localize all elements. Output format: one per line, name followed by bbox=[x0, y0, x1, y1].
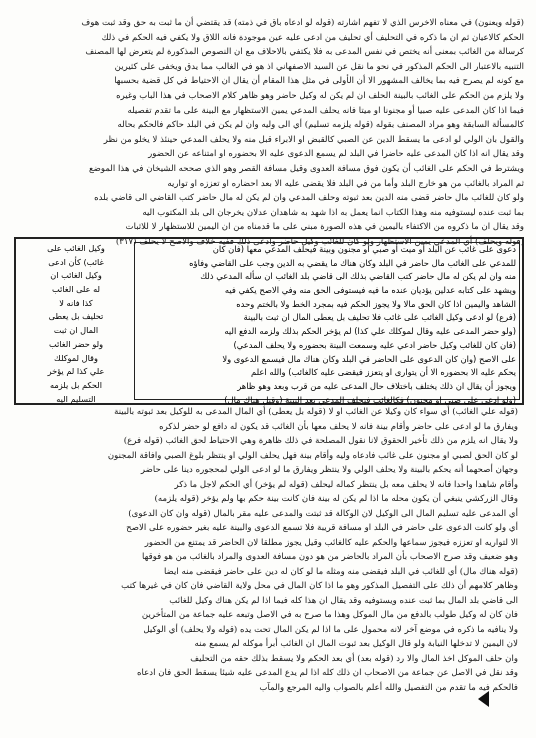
framed-main-line: دعوى على غائب عن البلد أو ميت أو صبي أو مجنون وبينة فيحلف المدعي معها (فان كان bbox=[212, 244, 516, 254]
top-commentary-line: فيما اذا كان المدعى عليه صبيا أو مجنونا او ميتا فانه يحلف المدعي يمين الاستظهار مع البينة على ما تقدم تفصيله bbox=[127, 105, 524, 116]
top-commentary-line: ثم المراد بالغائب من هو خارج البلد وأما من في البلد فلا يقضى عليه الا بعد احضاره او تعززه او تواريه bbox=[167, 178, 524, 189]
bottom-commentary-line: وان حلف الموكل اخذ المال والا رد (قوله بعد) أي بعد الحكم ولا يسقط بذلك حقه من التحليف bbox=[190, 653, 518, 664]
framed-main-line: الشاهد واليمين اذا كان الحق مالا ولا يجوز الحكم فيه بمجرد الخط ولا بالختم وحده bbox=[236, 298, 516, 309]
bottom-commentary-line: ولا ينافيه ما ذكره في موضع آخر لانه محمول على ما اذا لم يكن المال تحت يده (قوله ولا يحلف) أي الوكيل bbox=[143, 624, 518, 635]
framed-main-text bbox=[134, 242, 520, 405]
main-text-frame bbox=[14, 237, 524, 405]
framed-main-line: ويجوز أن يقال ان ذلك يختلف باختلاف حال المدعى عليه من قرب وبعد وهو ظاهر bbox=[237, 380, 516, 391]
framed-main-line: منه وان لم يكن له مال حاضر كتب القاضي بذلك الى قاضي بلد الغائب ان سأله المدعي ذلك bbox=[200, 271, 516, 282]
bottom-commentary-line: ويفارق ما لو ادعى على حاضر وأقام بينة فانه لا يحلف معها بأن الغائب قد يكون له دافع لو حضر لذكره bbox=[159, 421, 518, 432]
top-commentary-line: بما ثبت عنده ليستوفيه منه وهذا الكتاب انما يعمل به اذا شهد به شاهدان عدلان يخرجان الى بلد المكتوب اليه bbox=[142, 207, 524, 218]
bottom-commentary-line: لان اليمين لا تدخلها النيابة ولو قال الوكيل بعد ثبوت المال ان الغائب أبرأ موكله لم يسمع منه bbox=[194, 639, 518, 649]
framed-side-line: وكيل الغائب ان bbox=[50, 270, 102, 281]
top-commentary-line: ولا يلزم من الحكم على الغائب بالبينة الحلف ان لم يكن له وكيل حاضر وهو ظاهر كلام الاصحاب في هذا الباب وغيره bbox=[116, 90, 524, 101]
top-commentary-line: التنبيه بالاعتبار الى الحكم المذكور في نحو ما نقل عن السيد الاصفهاني اذ هو في الغالب مما يدق ويخفى على كثيرين bbox=[114, 61, 524, 72]
framed-main-line: (فان كان للغائب وكيل حاضر ادعي عليه وسمعت البينة بحضوره ولا يحلف المدعي) bbox=[233, 339, 516, 350]
framed-main-line: على الاصح (وان كان الدعوى على الحاضر في البلد وكان هناك مال فيسمع الدعوى ولا bbox=[222, 353, 516, 364]
bottom-commentary-block bbox=[26, 405, 518, 695]
framed-side-line: الحكم بل يلزمه bbox=[50, 379, 102, 390]
framed-main-line: (ولو ادعى على صبي او مجنون) فكالغائب فيحلف المدعي بعد البينة (وقيل هناك مال) bbox=[224, 394, 516, 405]
framed-side-line: وكيل الغائب على bbox=[47, 243, 105, 253]
framed-main-line: يحكم عليه الا بحضوره الا أن يتوارى او يتعزز فيقضى عليه كالغائب) والله اعلم bbox=[251, 367, 516, 378]
top-commentary-line: الحكم كالاعيان ثم ان ما ذكره في التحليف أي تحليف من ادعى عليه عين موجودة فانه اللاق ولا يكفي فيه الحكم في ذلك bbox=[101, 32, 524, 43]
bottom-commentary-line: أي ولو كانت الدعوى على حاضر في البلد او مسافة قريبة فلا تسمع الدعوى والبينة عليه بغير حضوره على الاصح bbox=[126, 523, 518, 533]
bottom-commentary-line: (قوله هناك مال) أي للغائب في البلد فيقضى منه ومثله ما لو كان له دين على حاضر فيقضى منه ايضا bbox=[163, 566, 518, 577]
framed-side-line: كذا فانه لا bbox=[59, 297, 93, 308]
framed-side-line: التسليم اليه bbox=[56, 393, 96, 404]
bottom-commentary-line: وقد نقل في الاصل عن جماعة من الاصحاب ان ذلك كله اذا لم يدع المدعى عليه شيئا يسقط الحق فان ادعاه bbox=[137, 668, 518, 678]
top-commentary-block bbox=[14, 16, 524, 250]
page-marker-icon bbox=[478, 691, 489, 707]
framed-side-line: علي كذا لم يؤخر bbox=[47, 366, 105, 377]
framed-main-line: للمدعي على الغائب مال حاضر في البلد وكان هناك ما يقضي به الدين وجب على القاضي وفاؤه bbox=[189, 257, 516, 268]
top-commentary-line: والقول بان الولي لو ادعى ما يسقط الدين عن الصبي كالقبض او الابراء قبل منه ولا يحلف المدعي حينئذ لا يخلو من نظر bbox=[103, 134, 524, 145]
framed-side-line: تحليف بل يعطى bbox=[48, 311, 104, 322]
framed-main-line: (ولو حضر المدعى عليه وقال لموكلك علي كذا) لم يؤخر الحكم بذلك ولزمه الدفع اليه bbox=[224, 326, 516, 337]
top-commentary-line: ويشترط في الحكم على الغائب أن يكون فوق مسافة العدوى وقيل مسافة القصر وهو الذي صححه الشيخان في هذا الموضع bbox=[89, 163, 524, 174]
bottom-commentary-line: لو كان الحق لصبي او مجنون على غائب فادعاه وليه وأقام بينة فهل يحلف الولي او ينتظر بلوغ الصبي وافاقة المجنون bbox=[107, 450, 518, 461]
framed-side-line: غائب) كأن ادعى bbox=[48, 256, 104, 267]
bottom-commentary-line: وقال الزركشي ينبغي أن يكون محله ما اذا لم يكن له بينة فان كانت بينة حكم بها ولم يؤخر (قوله يلزمه) bbox=[154, 494, 518, 504]
framed-side-line: ولو حضر الغائب bbox=[48, 338, 104, 349]
framed-side-text bbox=[22, 242, 130, 404]
bottom-commentary-line: أي المدعى عليه تسليم المال الى الوكيل لان الوكالة قد ثبتت والمدعى عليه مقر بالمال (قوله وان كان الدعوى) bbox=[128, 508, 518, 519]
top-commentary-line: مع كونه لم يصرح فيه بما يخالف المشهور الا أن الأولى في مثل هذا المقام أن يقال ان الاحتياط في كل قضية بحسبها bbox=[114, 76, 524, 87]
bottom-commentary-line: فالحكم فيه ما تقدم من التفصيل والله أعلم بالصواب واليه المرجع والمآب bbox=[259, 682, 518, 693]
bottom-commentary-line: وأقام شاهدا واحدا فانه لا يحلف معه بل ينتظر كماله ليحلف (قوله لم يؤخر) أي الحكم لاجل ما ذكر bbox=[174, 479, 518, 490]
top-commentary-line: كالمسألة السابقة وهو مراد المصنف بقوله (قوله يلزمه تسليم) أي الى وليه وان لم يكن في البلد حاكم فالحكم بحاله bbox=[117, 120, 524, 131]
top-commentary-line: وقد يقال ان ما ذكروه من الاكتفاء باليمين في هذه الصورة مبني على ما قدمناه من ان اليمين للاستظهار لا للاثبات bbox=[125, 222, 524, 233]
framed-main-line: ويشهد على كتابه عدلين يؤديان عنده ما فيه فيستوفى الحق منه وفي الاصح يكفي فيه bbox=[224, 285, 516, 296]
bottom-commentary-line: وظاهر كلامهم أن ذلك على التفصيل المذكور وهو ما اذا كان المال في محل ولاية القاضي فان كان في غيرها كتب bbox=[121, 581, 518, 591]
top-commentary-line: (قوله ويحلف) أي المدعي يمين الاستظهار ولو كان للغائب وكيل حاضر وادعى ذلك ففيه خلاف والاصح لا يحلف (٣١٧) bbox=[115, 236, 524, 247]
bottom-commentary-line: فان كان له وكيل طولب بالدفع من مال الموكل وهذا ما صرح به في الاصل وتبعه عليه جماعة من المتأخرين bbox=[141, 610, 518, 620]
top-commentary-line: (قوله ويعنون) في معناه الاخرس الذي لا تفهم اشارته (قوله لو ادعاه باق في ذمته) قد يقتضي أن ما ثبت به حق وقد ثبت هوف bbox=[81, 18, 524, 28]
bottom-commentary-line: الى قاضي بلد المال بما ثبت عنده ويستوفيه وقد يقال ان هذا كله فيما اذا لم يكن هناك وكيل للغائب bbox=[169, 595, 518, 606]
top-commentary-line: وقد يقال انه اذا كان المدعى عليه حاضرا في البلد لم يسمع الدعوى عليه الا بحضوره او امتناعه عن الحضور bbox=[148, 149, 524, 160]
bottom-commentary-line: الا لتواريه او تعززه فيجوز سماعها والحكم عليه كالغائب وقيل يجوز مطلقا لان الحاضر قد يمتنع من الحضور bbox=[144, 537, 518, 548]
bottom-commentary-line: (قوله علي الغائب) أي سواء كان وكيلا عن الغائب او لا (قوله بل يعطى) أي المال المدعى به للوكيل بعد ثبوته بالبينة bbox=[114, 407, 518, 417]
framed-side-line: وقال لموكلك bbox=[54, 352, 98, 363]
framed-side-line: المال ان ثبت bbox=[53, 325, 99, 336]
framed-main-line: (فرع) لو ادعى وكيل الغائب على غائب فلا تحليف بل يعطى المال ان ثبت بالبينة bbox=[243, 312, 516, 323]
top-commentary-line: كرسالة من الغائب بمعنى أنه يختص في نفس المدعى به فلا يكتفي بالاحلاف مع ان النصوص المذكورة لم يتعرض لها المصنف bbox=[85, 47, 524, 58]
framed-side-line: له على الغائب bbox=[51, 284, 101, 295]
bottom-commentary-line: وجهان أصحهما أنه يحكم بالبينة ولا يحلف الولي ولا ينتظر ويفارق ما لو ادعى الولي لمحجوره دينا على حاضر bbox=[140, 465, 518, 475]
bottom-commentary-line: وهو ضعيف وقد صرح الاصحاب بأن المراد بالحاضر من هو دون مسافة العدوى والمراد بالغائب من هو فوقها bbox=[142, 552, 518, 562]
top-commentary-line: ولو كان للغائب مال حاضر قضى منه الدين بعد ثبوته وحلف المدعي وان لم يكن له مال حاضر كتب القاضي الى قاضي بلده bbox=[94, 193, 524, 204]
bottom-commentary-line: ولا يقال انه يلزم من ذلك تأخير الحقوق لانا نقول المصلحة في ذلك ظاهرة وهي الاحتياط لحق الغائب (قوله فرع) bbox=[123, 436, 518, 446]
